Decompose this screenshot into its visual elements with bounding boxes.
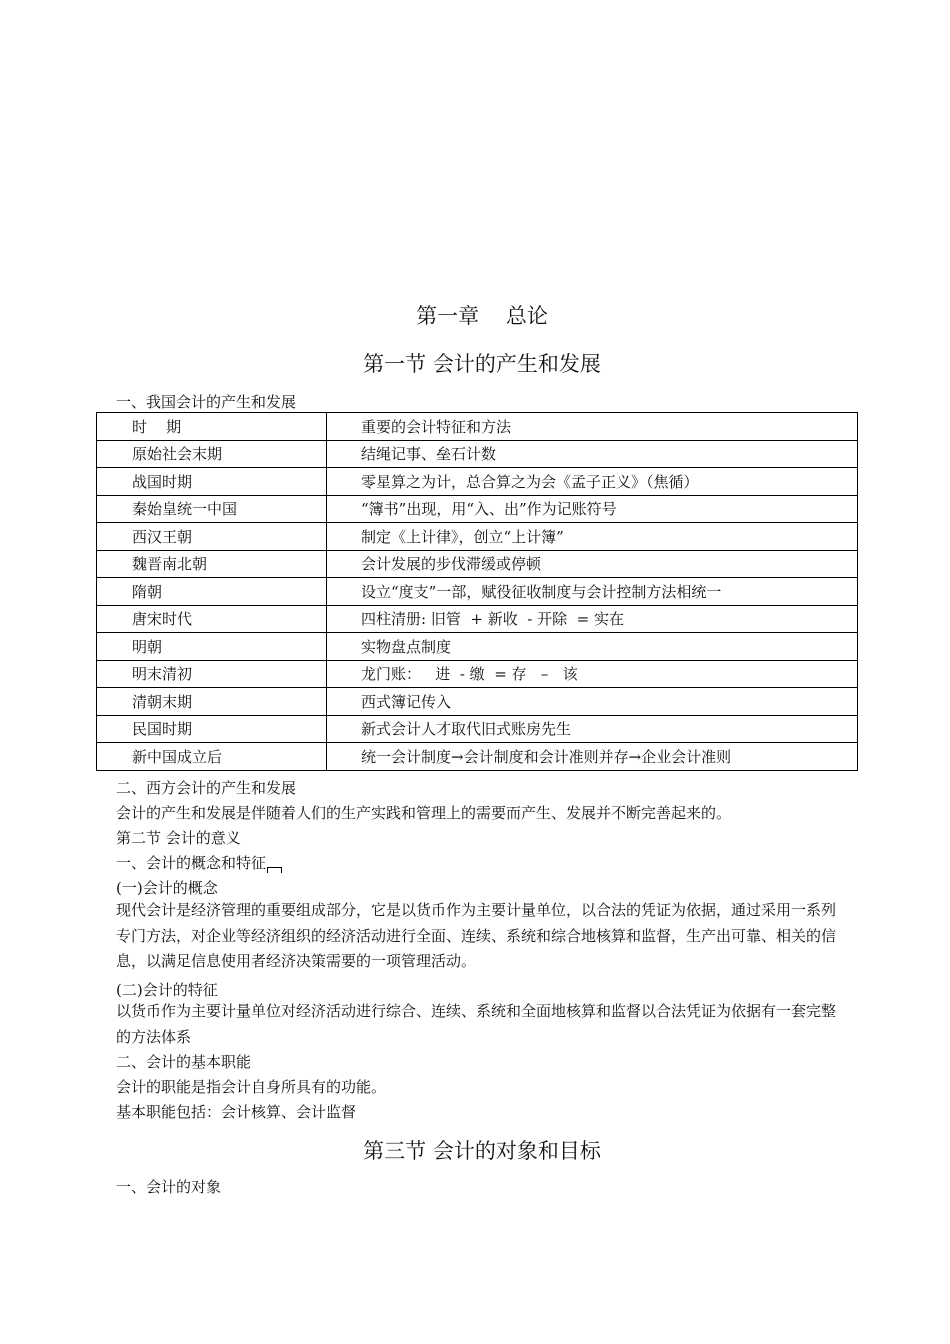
period-cell: 民国时期 (97, 715, 327, 743)
period-cell: 清朝末期 (97, 688, 327, 716)
period-cell: 唐宋时代 (97, 605, 327, 633)
subheading-concept-features: 一、会计的概念和特征 (116, 852, 282, 873)
table-row (97, 578, 858, 606)
period-cell: 原始社会末期 (97, 440, 327, 468)
feature-cell: 新式会计人才取代旧式账房先生 (327, 715, 858, 743)
period-cell: 明末清初 (97, 660, 327, 688)
feature-cell: 四柱清册: 旧管 + 新收 - 开除 = 实在 (327, 605, 858, 633)
table-row (97, 743, 858, 771)
section-title-1: 第一节 会计的产生和发展 (363, 352, 601, 376)
western-accounting-text: 会计的产生和发展是伴随着人们的生产实践和管理上的需要而产生、发展并不断完善起来的。 (116, 804, 732, 822)
feature-cell: 零星算之为计，总合算之为会《孟子正义》（焦循） (327, 468, 858, 496)
subheading-basic-functions: 二、会计的基本职能 (116, 1053, 252, 1071)
table-row (97, 605, 858, 633)
period-cell: 秦始皇统一中国 (97, 495, 327, 523)
feature-cell: “簿书”出现，用“入、出”作为记账符号 (327, 495, 858, 523)
section-title-2: 第二节 会计的意义 (116, 829, 241, 847)
period-cell: 明朝 (97, 633, 327, 661)
table-row (97, 495, 858, 523)
section-title-3: 第三节 会计的对象和目标 (363, 1139, 601, 1163)
table-header-row (97, 413, 858, 441)
features-text: 以货币作为主要计量单位对经济活动进行综合、连续、系统和全面地核算和监督以合法凭证为依据有一套完整的方法体系 (116, 1002, 837, 1046)
period-cell: 战国时期 (97, 468, 327, 496)
period-cell: 西汉王朝 (97, 523, 327, 551)
chapter-title: 第一章 总论 (416, 304, 548, 328)
period-cell: 隋朝 (97, 578, 327, 606)
concept-heading: (一)会计的概念 (116, 879, 218, 897)
subheading-accounting-object: 一、会计的对象 (116, 1178, 222, 1196)
table-row (97, 440, 858, 468)
concept-text: 现代会计是经济管理的重要组成部分，它是以货币作为主要计量单位，以合法的凭证为依据，通过采用一系列专门方法，对企业等经济组织的经济活动进行全面、连续、系统和综合地核算和监督，生产出可靠、相关的信息，以满足信息使用者经济决策需要的一项管理活动。 (116, 901, 837, 970)
function-text-2: 基本职能包括：会计核算、会计监督 (116, 1103, 357, 1121)
table-row (97, 688, 858, 716)
feature-cell: 制定《上计律》，创立“上计簿” (327, 523, 858, 551)
feature-cell: 会计发展的步伐滞缓或停顿 (327, 550, 858, 578)
cursor-mark (267, 867, 282, 873)
table-row (97, 523, 858, 551)
feature-cell: 设立“度支”一部，赋役征收制度与会计控制方法相统一 (327, 578, 858, 606)
feature-cell: 结绳记事、垒石计数 (327, 440, 858, 468)
header-features: 重要的会计特征和方法 (327, 413, 858, 441)
subheading-china-accounting: 一、我国会计的产生和发展 (116, 393, 297, 411)
feature-cell: 实物盘点制度 (327, 633, 858, 661)
function-text-1: 会计的职能是指会计自身所具有的功能。 (116, 1078, 387, 1096)
period-cell: 新中国成立后 (97, 743, 327, 771)
feature-cell: 统一会计制度→会计制度和会计准则并存→企业会计准则 (327, 743, 858, 771)
feature-cell: 龙门账： 进 - 缴 = 存 – 该 (327, 660, 858, 688)
table-row (97, 550, 858, 578)
header-period: 时 期 (97, 413, 327, 441)
features-heading: (二)会计的特征 (116, 981, 218, 999)
table-row (97, 633, 858, 661)
accounting-history-table (96, 412, 858, 771)
subheading-western-accounting: 二、西方会计的产生和发展 (116, 779, 297, 797)
table-row (97, 715, 858, 743)
table-row (97, 468, 858, 496)
table-row (97, 660, 858, 688)
feature-cell: 西式簿记传入 (327, 688, 858, 716)
period-cell: 魏晋南北朝 (97, 550, 327, 578)
